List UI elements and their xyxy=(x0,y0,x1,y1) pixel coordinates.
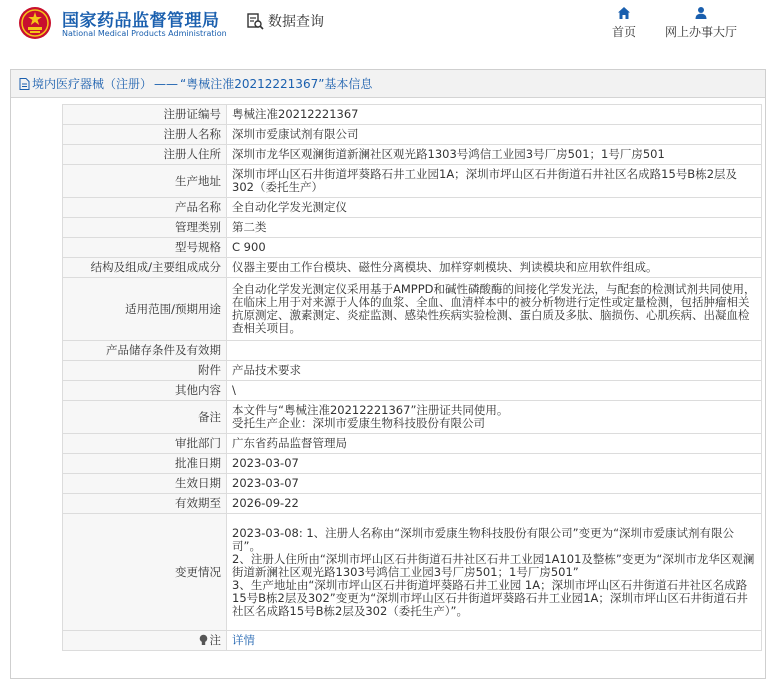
nav-home[interactable] xyxy=(606,6,642,40)
field-value: 产品技术要求 xyxy=(227,361,762,381)
field-label: 注册人名称 xyxy=(63,125,227,145)
field-label: 变更情况 xyxy=(63,514,227,631)
detail-table xyxy=(62,104,762,651)
field-value: 深圳市龙华区观澜街道新澜社区观光路1303号鸿信工业园3号厂房501；1号厂房501 xyxy=(227,145,762,165)
table-row xyxy=(63,238,762,258)
national-emblem-icon xyxy=(18,6,52,40)
field-value xyxy=(227,341,762,361)
field-value xyxy=(227,631,762,651)
field-label: 型号规格 xyxy=(63,238,227,258)
document-icon xyxy=(19,78,30,90)
record-title: “粤械注准20212221367”基本信息 xyxy=(180,77,373,91)
record-panel xyxy=(10,69,766,679)
nav-online-office[interactable] xyxy=(656,6,746,40)
change-line: 2、注册人住所由“深圳市坪山区石井街道石井社区石井工业园1A101及整栋”变更为“深圳市龙华区观澜街道新澜社区观光路1303号鸿信工业园3号厂房501；1号厂房501” xyxy=(232,551,755,579)
field-label: 产品储存条件及有效期 xyxy=(63,341,227,361)
brand-title: 国家药品监督管理局 xyxy=(62,11,220,31)
field-label: 备注 xyxy=(63,401,227,434)
field-label: 其他内容 xyxy=(63,381,227,401)
field-value: 全自动化学发光测定仪 xyxy=(227,198,762,218)
field-value: 2026-09-22 xyxy=(227,494,762,514)
table-row xyxy=(63,514,762,631)
field-value: 2023-03-07 xyxy=(227,474,762,494)
table-row xyxy=(63,434,762,454)
field-label: 注 xyxy=(209,633,221,647)
document-search-icon xyxy=(246,12,264,30)
home-icon xyxy=(617,6,631,20)
table-row xyxy=(63,165,762,198)
field-value: 2023-03-07 xyxy=(227,454,762,474)
field-value: 深圳市爱康试剂有限公司 xyxy=(227,125,762,145)
field-label: 附件 xyxy=(63,361,227,381)
table-row xyxy=(63,494,762,514)
table-row xyxy=(63,258,762,278)
details-link[interactable]: 详情 xyxy=(232,633,255,647)
field-value: 仪器主要由工作台模块、磁性分离模块、加样穿刺模块、判读模块和应用软件组成。 xyxy=(227,258,762,278)
panel-title xyxy=(11,70,765,98)
table-row xyxy=(63,105,762,125)
table-row xyxy=(63,361,762,381)
field-value: \ xyxy=(227,381,762,401)
field-label: 生产地址 xyxy=(63,165,227,198)
field-label: 生效日期 xyxy=(63,474,227,494)
remark-line: 受托生产企业：深圳市爱康生物科技股份有限公司 xyxy=(232,416,485,430)
data-query-link[interactable] xyxy=(246,11,324,31)
field-value xyxy=(227,401,762,434)
lightbulb-icon xyxy=(199,634,208,646)
remark-line: 本文件与“粤械注准20212221367”注册证共同使用。 xyxy=(232,403,509,417)
brand-subtitle: National Medical Products Administration xyxy=(62,29,227,38)
category-breadcrumb[interactable]: 境内医疗器械（注册） xyxy=(32,77,153,91)
field-value: 全自动化学发光测定仪采用基于AMPPD和碱性磷酸酶的间接化学发光法，与配套的检测试剂共同使用，在临床上用于对来源于人体的血浆、全血、血清样本中的被分析物进行定性或定量检测，包括肿瘤相关抗原测定、激素测定、炎症监测、感染性疾病实验检测、蛋白质及多肽、脑损伤、心肌疾病、出凝血检查相关项目。 xyxy=(227,278,762,341)
table-row xyxy=(63,145,762,165)
table-row xyxy=(63,401,762,434)
field-value: 第二类 xyxy=(227,218,762,238)
field-label: 审批部门 xyxy=(63,434,227,454)
table-row xyxy=(63,341,762,361)
table-row xyxy=(63,278,762,341)
table-row xyxy=(63,198,762,218)
field-label: 产品名称 xyxy=(63,198,227,218)
nav-home-label: 首页 xyxy=(611,25,636,39)
change-line: 2023-03-08: 1、注册人名称由“深圳市爱康生物科技股份有限公司”变更为“深圳市爱康试剂有限公司”。 xyxy=(232,525,735,553)
table-row xyxy=(63,218,762,238)
table-row xyxy=(63,631,762,651)
change-line: 3、生产地址由“深圳市坪山区石井街道坪葵路石井工业园 1A；深圳市坪山区石井街道石井社区名成路15号B栋2层及302”变更为“深圳市坪山区石井街道坪葵路石井工业园1A；深圳市坪山区石井街道石井社区名成路15号B栋2层及302（委托生产）”。 xyxy=(232,577,748,618)
field-label: 适用范围/预期用途 xyxy=(63,278,227,341)
table-row xyxy=(63,474,762,494)
field-label: 注册人住所 xyxy=(63,145,227,165)
nav-online-office-label: 网上办事大厅 xyxy=(664,25,737,39)
field-value: 粤械注准20212221367 xyxy=(227,105,762,125)
field-label: 管理类别 xyxy=(63,218,227,238)
field-label: 注册证编号 xyxy=(63,105,227,125)
breadcrumb-separator: —— xyxy=(154,76,179,91)
field-label: 批准日期 xyxy=(63,454,227,474)
data-query-label: 数据查询 xyxy=(268,14,324,30)
table-row xyxy=(63,381,762,401)
site-header xyxy=(0,0,777,58)
user-icon xyxy=(694,6,708,20)
field-label: 有效期至 xyxy=(63,494,227,514)
table-row xyxy=(63,125,762,145)
field-label: 结构及组成/主要组成成分 xyxy=(63,258,227,278)
field-value: 广东省药品监督管理局 xyxy=(227,434,762,454)
note-label-cell xyxy=(63,631,227,651)
field-value xyxy=(227,514,762,631)
table-row xyxy=(63,454,762,474)
field-value: C 900 xyxy=(227,238,762,258)
field-value: 深圳市坪山区石井街道坪葵路石井工业园1A；深圳市坪山区石井街道石井社区名成路15号B栋2层及302（委托生产） xyxy=(227,165,762,198)
